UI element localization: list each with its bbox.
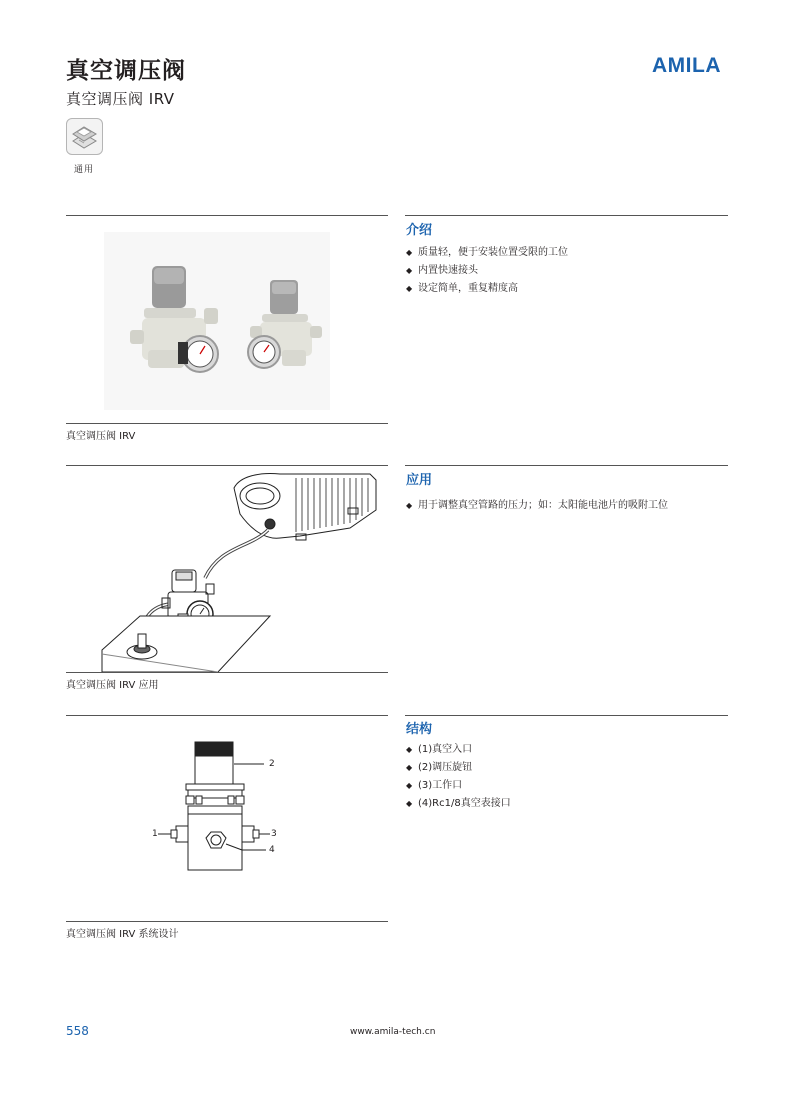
diamond-icon: ◆ [406, 266, 413, 275]
list-item: ◆ (2)调压旋钮 [406, 759, 511, 777]
figure-caption: 真空调压阀 IRV 系统设计 [66, 929, 179, 940]
divider [66, 423, 388, 424]
divider [66, 215, 388, 216]
callout-4: 4 [269, 845, 275, 855]
page-subtitle: 真空调压阀 IRV [66, 90, 175, 108]
diamond-icon: ◆ [406, 763, 413, 772]
structure-drawing [146, 736, 286, 872]
brand-logo: AMILA [652, 54, 721, 77]
divider [66, 921, 388, 922]
divider [405, 215, 728, 216]
divider [66, 715, 388, 716]
diamond-icon: ◆ [406, 799, 413, 808]
divider [405, 715, 728, 716]
section-heading-structure: 结构 [406, 722, 433, 737]
diamond-icon: ◆ [406, 781, 413, 790]
diamond-icon: ◆ [406, 745, 413, 754]
divider [66, 465, 388, 466]
website-url: www.amila-tech.cn [350, 1027, 436, 1037]
callout-1: 1 [152, 829, 158, 839]
structure-parts-list [406, 741, 511, 813]
usage-label: 通用 [74, 165, 95, 175]
list-item: ◆ (4)Rc1/8真空表接口 [406, 795, 511, 813]
page-title: 真空调压阀 [66, 58, 186, 84]
intro-feature-list [406, 244, 568, 298]
figure-caption: 真空调压阀 IRV [66, 431, 136, 442]
section-heading-intro: 介绍 [406, 223, 433, 238]
diamond-icon: ◆ [406, 248, 413, 257]
callout-2: 2 [269, 759, 275, 769]
page-number: 558 [66, 1024, 89, 1038]
figure-caption: 真空调压阀 IRV 应用 [66, 680, 159, 691]
diamond-icon: ◆ [406, 501, 413, 510]
application-list [406, 497, 668, 515]
callout-3: 3 [271, 829, 277, 839]
list-item: ◆ (3)工作口 [406, 777, 511, 795]
list-item: ◆ 质量轻，便于安装位置受限的工位 [406, 244, 568, 262]
section-heading-application: 应用 [406, 473, 433, 488]
list-item: ◆ 用于调整真空管路的压力；如：太阳能电池片的吸附工位 [406, 497, 668, 515]
list-item: ◆ (1)真空入口 [406, 741, 511, 759]
application-drawing [100, 468, 382, 672]
list-item: ◆ 内置快速接头 [406, 262, 568, 280]
divider [405, 465, 728, 466]
general-purpose-icon [66, 118, 103, 155]
divider [66, 672, 388, 673]
diamond-icon: ◆ [406, 284, 413, 293]
product-photo [104, 232, 330, 410]
list-item: ◆ 设定简单，重复精度高 [406, 280, 568, 298]
